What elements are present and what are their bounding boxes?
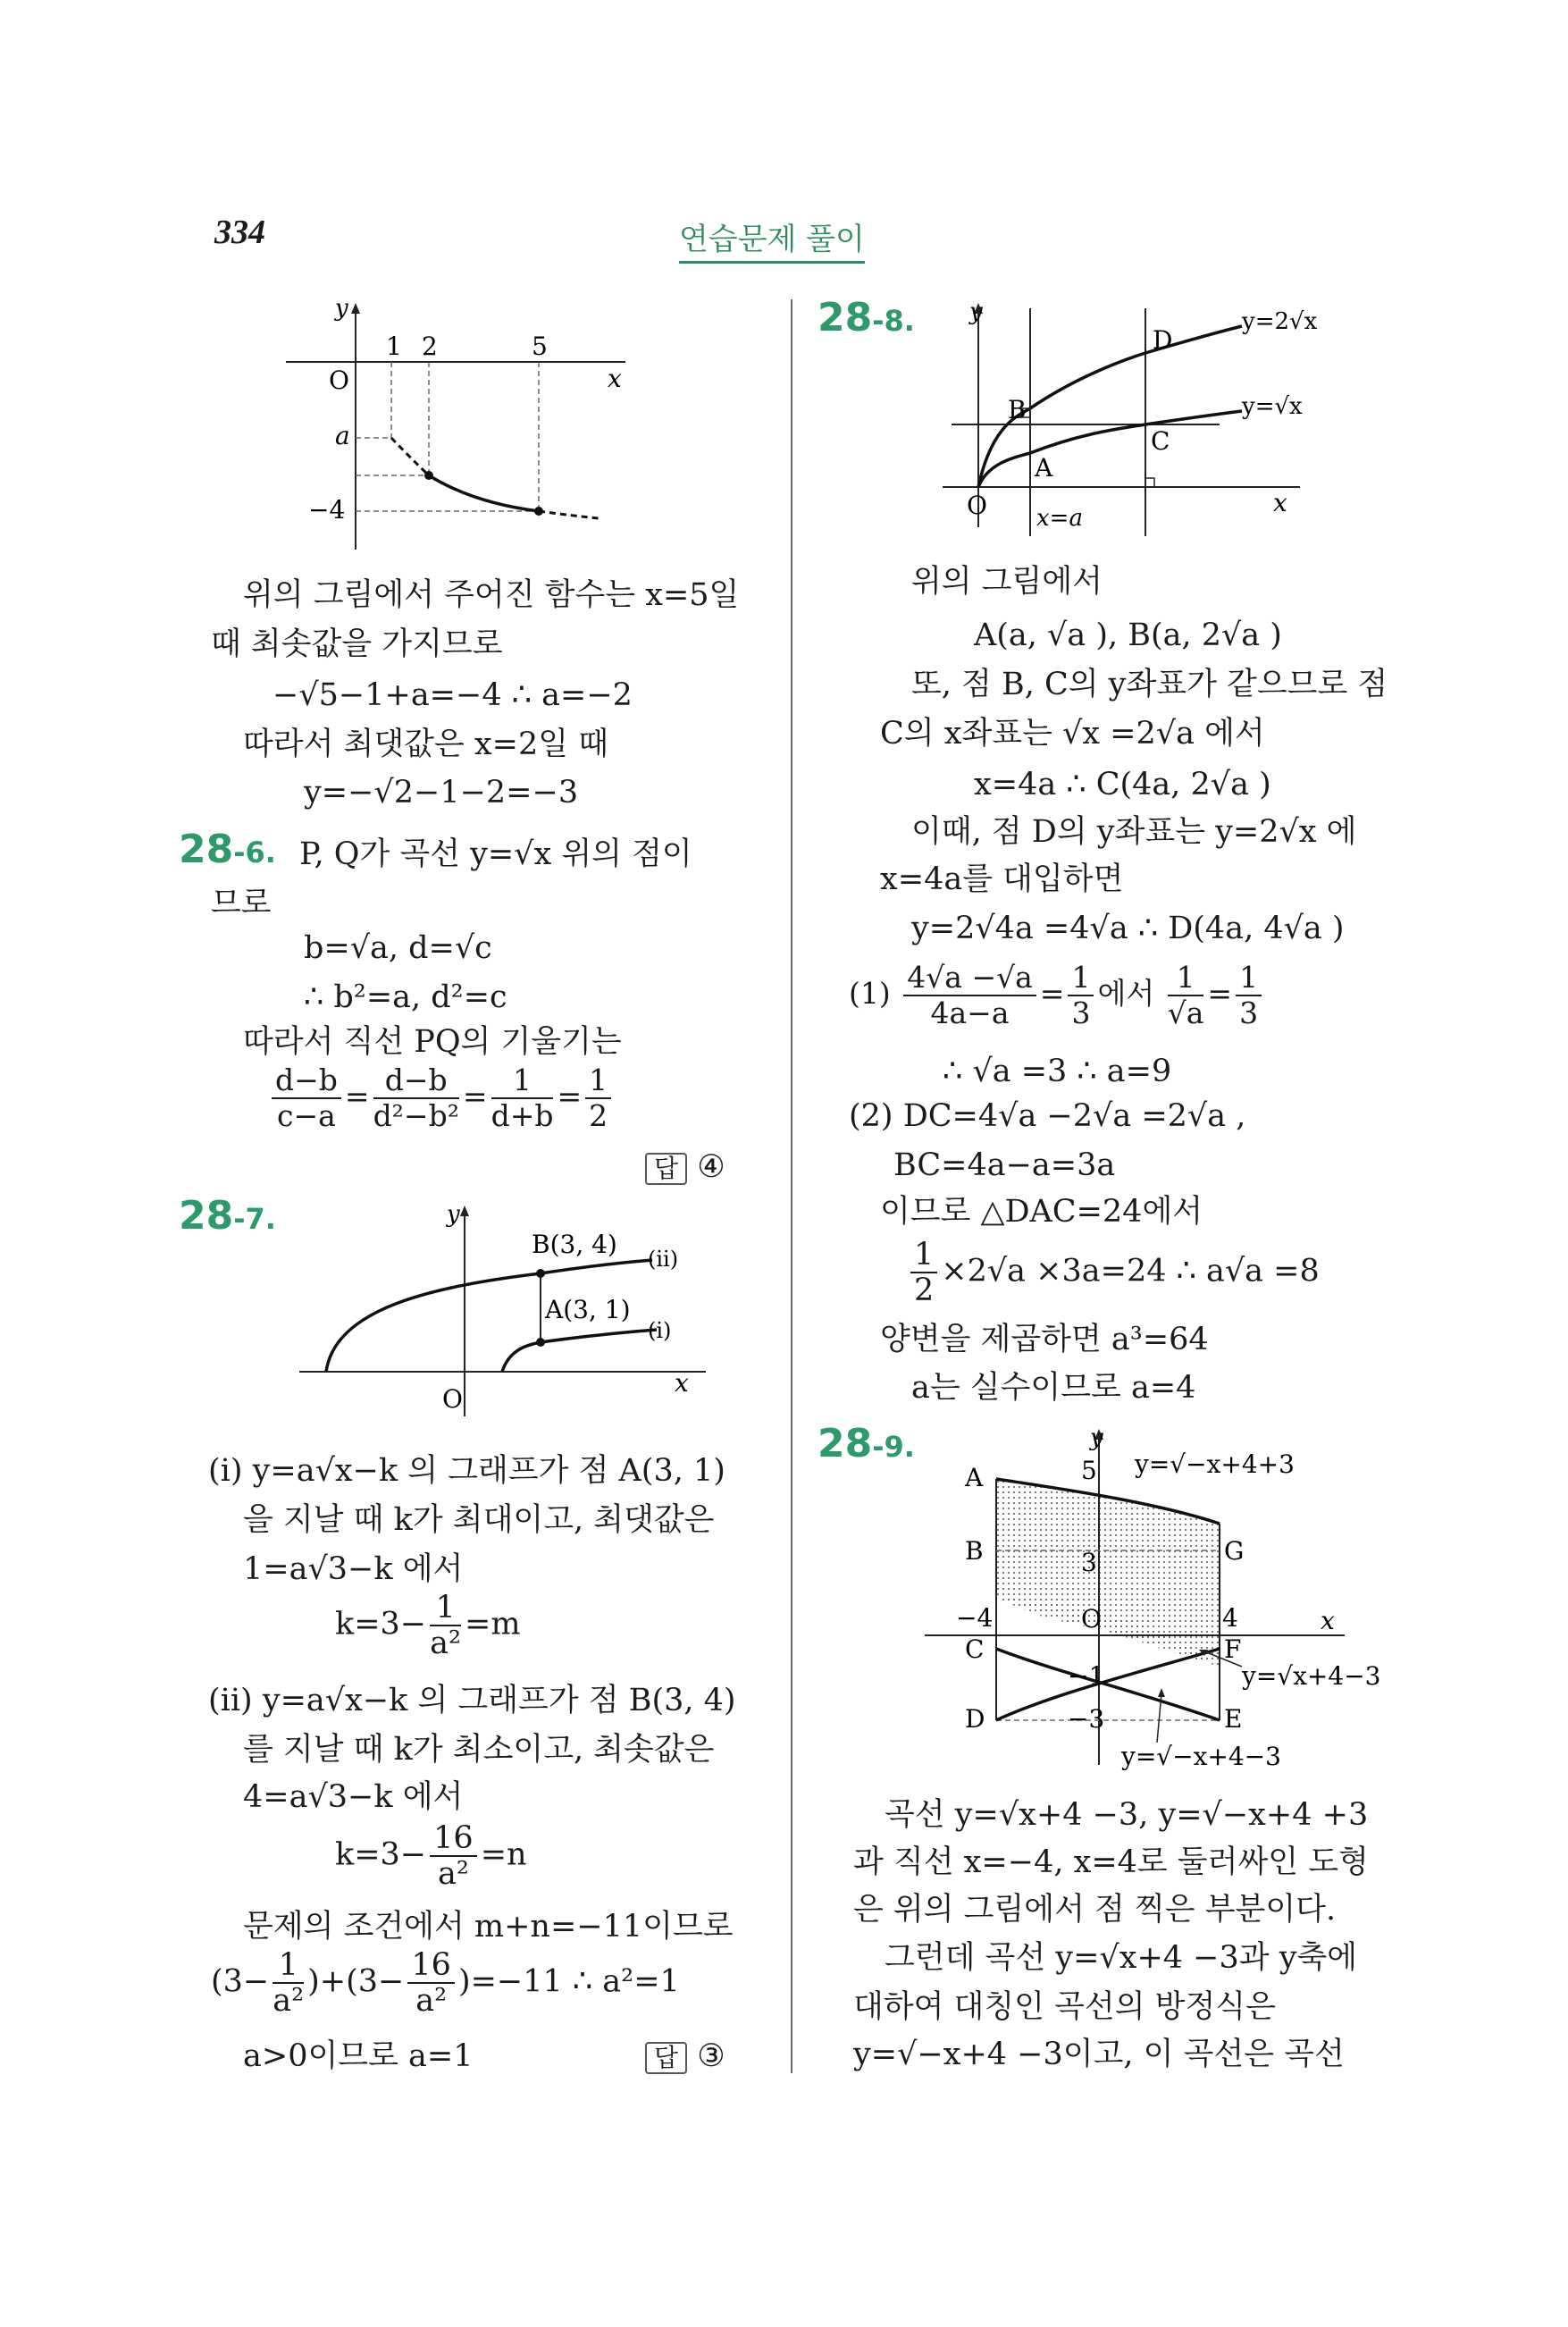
- axis-y-label: y: [335, 299, 348, 322]
- line-x-a-label: x=a: [1036, 505, 1083, 532]
- curve-2sqrtx-label: y=2√x: [1242, 308, 1318, 335]
- p9-line3: 은 위의 그림에서 점 찍은 부분이다.: [853, 1892, 1337, 1928]
- p8-line15: 양변을 제곱하면 a³=64: [880, 1322, 1209, 1357]
- p1-line4: 따라서 최댓값은 x=2일 때: [243, 727, 609, 762]
- p1-line1: 위의 그림에서 주어진 함수는 x=5일: [243, 577, 740, 613]
- tick-minus4: −4: [308, 495, 346, 525]
- p9-line6: y=√−x+4 −3이고, 이 곡선은 곡선: [853, 2037, 1345, 2072]
- p7-line8: k=3− $\frac{16}{\text{a²}}$ =n: [335, 1820, 527, 1892]
- origin-label: O: [1081, 1604, 1102, 1634]
- origin-label: O: [329, 365, 349, 395]
- p8-line14: $\frac{1}{2}$ ×2√a ×3a=24 ∴ a√a =8: [907, 1238, 1320, 1307]
- p6-line4: ∴ b²=a, d²=c: [304, 979, 507, 1015]
- p8-line1: 위의 그림에서: [911, 564, 1103, 600]
- p8-line13: 이므로 △DAC=24에서: [880, 1194, 1203, 1230]
- problem-28-7-number: 28-7.: [179, 1193, 276, 1239]
- point-a-label: A: [965, 1463, 984, 1492]
- p7-line6: 를 지날 때 k가 최소이고, 최솟값은: [243, 1732, 715, 1768]
- point-b-label: B(3, 4): [532, 1230, 617, 1259]
- p8-line3: 또, 점 B, C의 y좌표가 같으므로 점: [911, 667, 1388, 702]
- tick-2: 2: [422, 332, 438, 361]
- p9-line1: 곡선 y=√x+4 −3, y=√−x+4 +3: [885, 1797, 1369, 1833]
- p8-line9: (1) $\frac{4√a -√a}{4a-a}$ = $\frac{1}{3}$ 에서 $\frac{1}{√a}$ = $\frac{1}{3}$: [849, 961, 1265, 1030]
- axis-x-label: x: [1321, 1606, 1335, 1635]
- p6-line2: 므로: [211, 886, 272, 921]
- axis-x-label: x: [1273, 488, 1287, 517]
- page-number: 334: [214, 214, 265, 251]
- p6-line5: 따라서 직선 PQ의 기울기는: [243, 1024, 622, 1060]
- curve-sqrt-x-plus-4-label: y=√x+4−3: [1242, 1661, 1381, 1691]
- p7-line2: 을 지날 때 k가 최대이고, 최댓값은: [243, 1502, 715, 1538]
- tick-5: 5: [532, 332, 548, 361]
- curve-ii-label: (ii): [648, 1247, 679, 1272]
- figure-two-sqrt-curves: [938, 299, 1358, 541]
- p8-line12: BC=4a−a=3a: [893, 1147, 1116, 1183]
- p1-line5: y=−√2−1−2=−3: [304, 775, 579, 811]
- point-f-label: F: [1224, 1634, 1242, 1664]
- p7-line1: (i) y=a√x−k 의 그래프가 점 A(3, 1): [208, 1453, 725, 1489]
- problem-28-8-number: 28-8.: [818, 295, 915, 340]
- p6-line1: P, Q가 곡선 y=√x 위의 점이: [299, 836, 692, 872]
- axis-y-label: y: [1090, 1425, 1103, 1451]
- point-g-label: G: [1224, 1536, 1245, 1566]
- p6-slope-equation: $\frac{d-b}{c-a}$ = $\frac{d-b}{\text{d²−b²}}$ = $\frac{1}{d+b}$ = $\frac{1}{2}$: [268, 1063, 615, 1133]
- tick-5: 5: [1081, 1456, 1097, 1485]
- curve-sqrt-minus-x-plus-4-label: y=√−x+4−3: [1121, 1742, 1281, 1771]
- axis-x-label: x: [675, 1368, 689, 1398]
- point-e-label: E: [1224, 1704, 1243, 1734]
- point-d-label: D: [1153, 325, 1173, 355]
- p8-line16: a는 실수이므로 a=4: [911, 1370, 1196, 1406]
- figure-two-root-curves: [295, 1202, 715, 1421]
- p1-line2: 때 최솟값을 가지므로: [211, 626, 503, 662]
- problem-28-6-number: 28-6.: [179, 827, 276, 872]
- point-c-label: C: [965, 1634, 985, 1664]
- p8-line11: (2) DC=4√a −2√a =2√a ,: [849, 1098, 1246, 1134]
- figure-decreasing-curve: [286, 299, 643, 559]
- axis-y-label: y: [447, 1202, 460, 1228]
- p8-line7: x=4a를 대입하면: [880, 861, 1124, 897]
- p7-line9: 문제의 조건에서 m+n=−11이므로: [243, 1909, 734, 1945]
- p8-line10: ∴ √a =3 ∴ a=9: [943, 1054, 1172, 1089]
- p7-line5: (ii) y=a√x−k 의 그래프가 점 B(3, 4): [208, 1683, 736, 1718]
- p7-line10: (3− $\frac{1}{\text{a²}}$ )+(3− $\frac{16}{\text{a²}}$ )=−11 ∴ a²=1: [211, 1947, 680, 2019]
- p6-answer: 답 ④: [645, 1148, 725, 1186]
- p8-line2: A(a, √a ), B(a, 2√a ): [974, 617, 1282, 653]
- running-header: 연습문제 풀이: [679, 214, 865, 264]
- curve-i-label: (i): [648, 1318, 672, 1343]
- p7-line3: 1=a√3−k 에서: [243, 1551, 464, 1587]
- p7-line11: a>0이므로 a=1: [243, 2038, 474, 2074]
- tick-1: 1: [386, 332, 402, 361]
- point-a-label: A(3, 1): [545, 1295, 631, 1324]
- p7-answer: 답 ③: [645, 2037, 725, 2075]
- tick-4: 4: [1222, 1603, 1238, 1633]
- p1-line3: −√5−1+a=−4 ∴ a=−2: [273, 677, 633, 713]
- point-b-label: B: [1008, 395, 1027, 424]
- problem-28-9-number: 28-9.: [818, 1421, 915, 1466]
- point-c-label: C: [1151, 426, 1170, 456]
- axis-x-label: x: [608, 364, 622, 393]
- point-a-label: A: [1035, 453, 1053, 483]
- p8-line8: y=2√4a =4√a ∴ D(4a, 4√a ): [911, 911, 1345, 946]
- p6-line3: b=√a, d=√c: [304, 930, 492, 966]
- tick-minus4: −4: [956, 1603, 994, 1633]
- point-d-label: D: [965, 1704, 985, 1734]
- p7-line4: k=3− $\frac{1}{\text{a²}}$ =m: [335, 1590, 521, 1661]
- p7-line7: 4=a√3−k 에서: [243, 1779, 464, 1815]
- tick-minus3: −3: [1068, 1704, 1105, 1734]
- curve-top-label: y=√−x+4+3: [1135, 1449, 1295, 1479]
- p8-line4: C의 x좌표는 √x =2√a 에서: [880, 716, 1265, 752]
- p9-line2: 과 직선 x=−4, x=4로 둘러싸인 도형: [853, 1844, 1369, 1880]
- tick-minus1: −1: [1068, 1661, 1105, 1691]
- curve-sqrtx-label: y=√x: [1242, 393, 1303, 420]
- p8-line6: 이때, 점 D의 y좌표는 y=2√x 에: [911, 814, 1357, 850]
- axis-y-label: y: [969, 299, 983, 325]
- p8-line5: x=4a ∴ C(4a, 2√a ): [974, 767, 1271, 802]
- column-divider: [791, 299, 792, 2073]
- p9-line4: 그런데 곡선 y=√x+4 −3과 y축에: [885, 1940, 1358, 1976]
- origin-label: O: [442, 1384, 463, 1414]
- origin-label: O: [967, 491, 987, 520]
- tick-3: 3: [1081, 1548, 1097, 1577]
- point-b-label: B: [965, 1536, 984, 1566]
- figure-enclosed-region: [920, 1425, 1421, 1774]
- tick-a: a: [335, 421, 350, 450]
- p9-line5: 대하여 대칭인 곡선의 방정식은: [853, 1989, 1276, 2025]
